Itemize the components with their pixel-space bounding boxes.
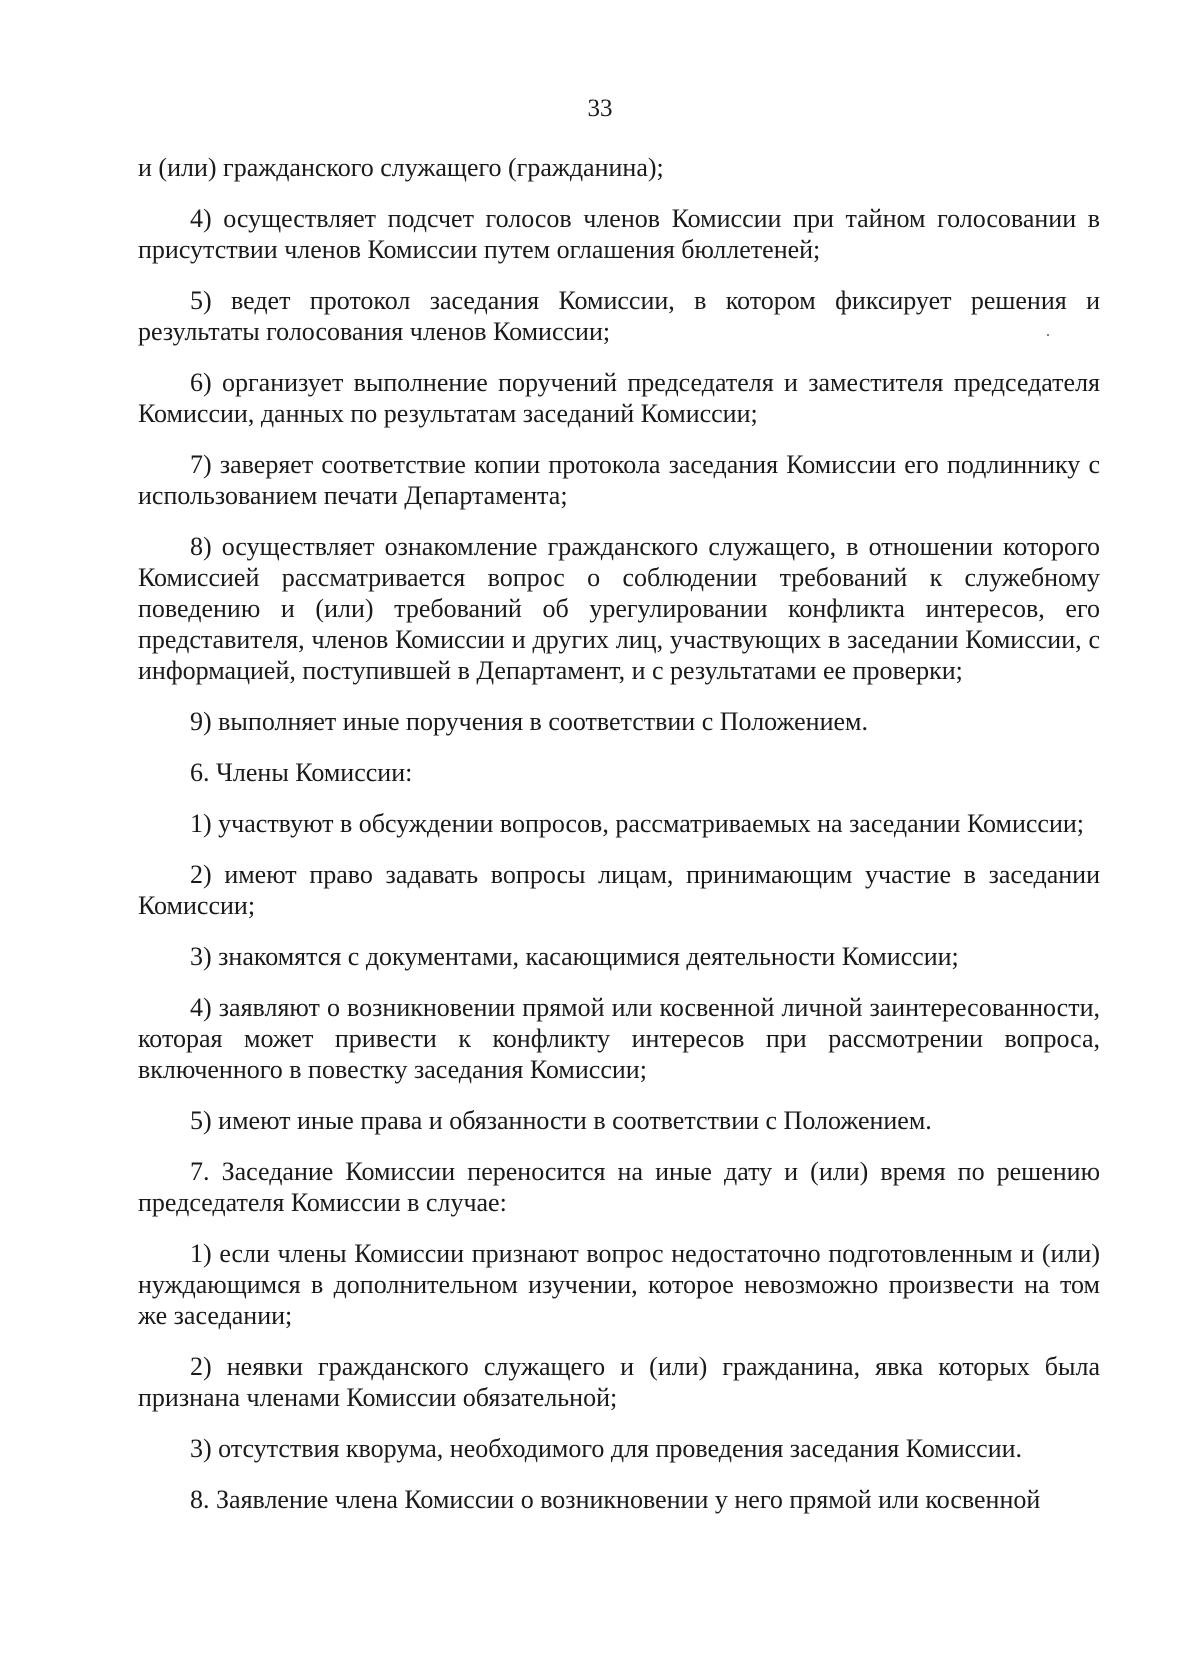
- paragraph-members-1: 1) участвуют в обсуждении вопросов, рассматриваемых на заседании Комиссии;: [190, 809, 1084, 838]
- section-6-heading: 6. Члены Комиссии:: [190, 758, 413, 787]
- document-body: [138, 152, 1100, 1535]
- paragraph-item-5-minutes: 5) ведет протокол заседания Комиссии, в котором фиксирует решения и результаты голосования членов Комиссии;: [138, 286, 1100, 346]
- paragraph-item-7-certify-copy: 7) заверяет соответствие копии протокола заседания Комиссии его подлиннику с использованием печати Департамента;: [138, 450, 1100, 510]
- paragraph-postpone-3: 3) отсутствия кворума, необходимого для проведения заседания Комиссии.: [190, 1434, 1023, 1463]
- paragraph-postpone-1: 1) если члены Комиссии признают вопрос недостаточно подготовленным и (или) нуждающимся в дополнительном изучении, которое невозможно произвести на том же заседании;: [138, 1239, 1100, 1330]
- paragraph-continuation: и (или) гражданского служащего (гражданина);: [138, 153, 664, 182]
- page-number: 33: [587, 95, 613, 122]
- paragraph-item-9-other-duties: 9) выполняет иные поручения в соответствии с Положением.: [190, 707, 869, 736]
- paragraph-item-8-familiarization: 8) осуществляет ознакомление гражданского служащего, в отношении которого Комиссией рассматривается вопрос о соблюдении требований к служебному поведению и (или) требований об урегулировании конфликта интересов, его представителя, членов Комиссии и других лиц, участвующих в заседании Комиссии, с информацией, поступившей в Департамент, и с результатами ее проверки;: [138, 532, 1100, 685]
- paragraph-members-2: 2) имеют право задавать вопросы лицам, принимающим участие в заседании Комиссии;: [138, 860, 1100, 920]
- paragraph-postpone-2: 2) неявки гражданского служащего и (или) гражданина, явка которых была признана членами Комиссии обязательной;: [138, 1352, 1100, 1412]
- paragraph-item-6-instructions: 6) организует выполнение поручений председателя и заместителя председателя Комиссии, данных по результатам заседаний Комиссии;: [138, 368, 1100, 428]
- paragraph-item-4-count-votes: 4) осуществляет подсчет голосов членов Комиссии при тайном голосовании в присутствии членов Комиссии путем оглашения бюллетеней;: [138, 204, 1100, 264]
- paragraph-members-4: 4) заявляют о возникновении прямой или косвенной личной заинтересованности, которая может привести к конфликту интересов при рассмотрении вопроса, включенного в повестку заседания Комиссии;: [138, 993, 1100, 1084]
- paragraph-members-3: 3) знакомятся с документами, касающимися деятельности Комиссии;: [190, 942, 959, 971]
- paragraph-members-5: 5) имеют иные права и обязанности в соответствии с Положением.: [190, 1106, 932, 1135]
- section-7-heading: 7. Заседание Комиссии переносится на иные дату и (или) время по решению председателя Комиссии в случае:: [138, 1157, 1100, 1217]
- section-8-start: 8. Заявление члена Комиссии о возникновении у него прямой или косвенной: [190, 1485, 1041, 1514]
